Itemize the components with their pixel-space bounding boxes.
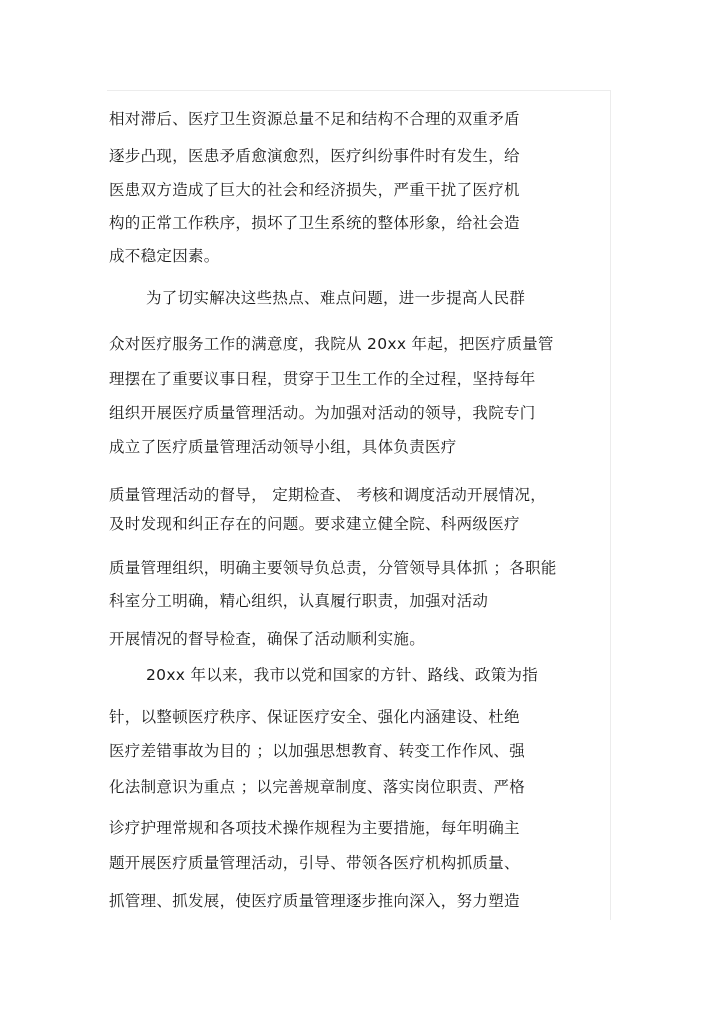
text-line: 逐步凸现，医患矛盾愈演愈烈，医疗纠纷事件时有发生，给 [109, 147, 520, 165]
text-line: 针，以整顿医疗秩序、保证医疗安全、强化内涵建设、杜绝 [109, 708, 520, 726]
text-line: 相对滞后、医疗卫生资源总量不足和结构不合理的双重矛盾 [109, 110, 520, 128]
text-line: 医疗差错事故为目的 ；以加强思想教育、转变工作作风、强 [109, 742, 526, 760]
text-line: 质量管理活动的督导， 定期检查、 考核和调度活动开展情况， [109, 486, 547, 504]
text-line: 成立了医疗质量管理活动领导小组，具体负责医疗 [109, 438, 457, 456]
text-line: 理摆在了重要议事日程，贯穿于卫生工作的全过程，坚持每年 [109, 370, 536, 388]
text-line: 众对医疗服务工作的满意度，我院从 20xx 年起，把医疗质量管 [109, 335, 554, 353]
text-line: 构的正常工作秩序，损坏了卫生系统的整体形象，给社会造 [109, 214, 520, 232]
text-line: 为了切实解决这些热点、难点问题，进一步提高人民群 [146, 289, 526, 307]
text-line: 组织开展医疗质量管理活动。为加强对活动的领导，我院专门 [109, 404, 536, 422]
text-line: 质量管理组织，明确主要领导负总责，分管领导具体抓 ；各职能 [109, 559, 557, 577]
text-line: 题开展医疗质量管理活动，引导、带领各医疗机构抓质量、 [109, 854, 520, 872]
text-line: 开展情况的督导检查，确保了活动顺利实施。 [109, 630, 426, 648]
text-line: 化法制意识为重点 ；以完善规章制度、落实岗位职责、严格 [109, 778, 526, 796]
text-line: 及时发现和纠正存在的问题。要求建立健全院、科两级医疗 [109, 515, 520, 533]
text-line: 抓管理、抓发展，使医疗质量管理逐步推向深入，努力塑造 [109, 892, 520, 910]
text-line: 成不稳定因素。 [109, 247, 220, 265]
text-line: 科室分工明确，精心组织，认真履行职责，加强对活动 [109, 592, 489, 610]
text-line: 医患双方造成了巨大的社会和经济损失，严重干扰了医疗机 [109, 181, 520, 199]
text-line: 20xx 年以来，我市以党和国家的方针、路线、政策为指 [146, 666, 539, 684]
text-line: 诊疗护理常规和各项技术操作规程为主要措施，每年明确主 [109, 819, 520, 837]
